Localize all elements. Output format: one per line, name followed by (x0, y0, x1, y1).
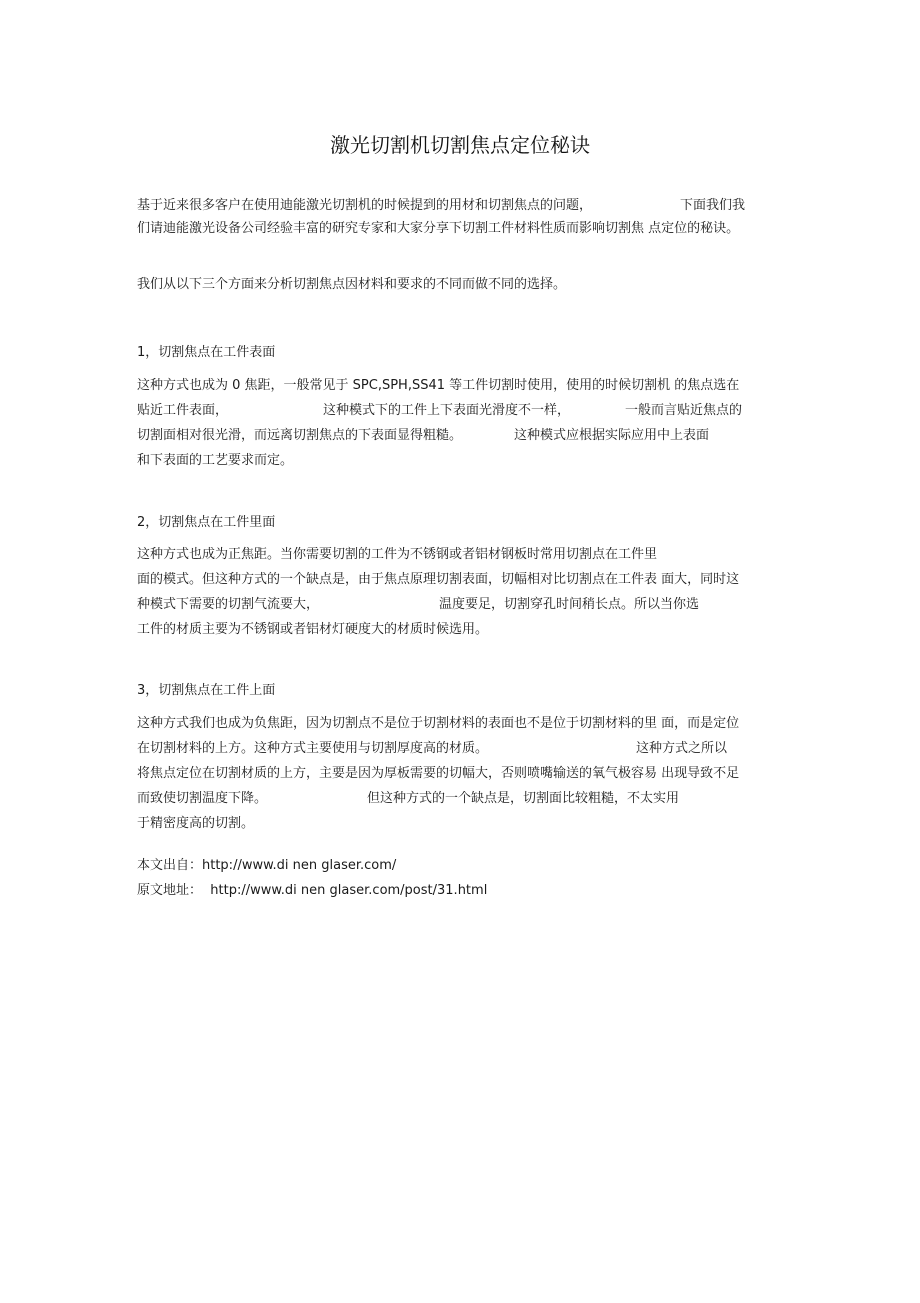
intro-line-1-text-a: 基于近来很多客户在使用迪能激光切割机的时候提到的用材和切割焦点的问题， (137, 198, 593, 213)
section-2-line-3 (137, 596, 699, 614)
source-url: 原文地址： http://www.di nen glaser.com/post/31.html (137, 883, 488, 898)
section-1-line-3-text-a: 切割面相对很光滑，而远离切割焦点的下表面显得粗糙。 (137, 428, 463, 443)
section-2-line-2: 面的模式。但这种方式的一个缺点是，由于焦点原理切割表面，切幅相对比切割点在工件表 面大，同时这 (137, 572, 740, 587)
intro-line-1-text-b: 下面我们我 (680, 198, 746, 213)
section-1-line-2-text-b: 这种模式下的工件上下表面光滑度不一样， (323, 403, 571, 418)
section-3-line-4-text-a: 而致使切割温度下降。 (137, 791, 268, 806)
intro-line-2: 们请迪能激光设备公司经验丰富的研究专家和大家分享下切割工件材料性质而影响切割焦 点定位的秘诀。 (137, 221, 740, 236)
source-from: 本文出自：http://www.di nen glaser.com/ (137, 858, 397, 873)
section-2-line-3-text-b: 温度要足，切割穿孔时间稍长点。所以当你选 (439, 597, 700, 612)
section-2-line-4: 工件的材质主要为不锈钢或者铝材灯硬度大的材质时候选用。 (137, 622, 489, 637)
section-1-line-3-text-b: 这种模式应根据实际应用中上表面 (514, 428, 710, 443)
section-3-line-2 (137, 740, 727, 758)
section-1-line-2-text-c: 一般而言贴近焦点的 (625, 403, 743, 418)
section-3-heading: 3，切割焦点在工件上面 (137, 683, 276, 698)
section-2-line-1: 这种方式也成为正焦距。当你需要切割的工件为不锈钢或者铝材钢板时常用切割点在工件里 (137, 547, 658, 562)
section-3-line-4-text-b: 但这种方式的一个缺点是，切割面比较粗糙，不太实用 (367, 791, 680, 806)
section-1-line-2-text-a: 贴近工件表面， (137, 403, 229, 418)
section-1-heading: 1，切割焦点在工件表面 (137, 345, 276, 360)
page-title: 激光切割机切割焦点定位秘诀 (330, 133, 590, 157)
section-2-line-3-text-a: 种模式下需要的切割气流要大， (137, 597, 320, 612)
overview-text: 我们从以下三个方面来分析切割焦点因材料和要求的不同而做不同的选择。 (137, 277, 567, 292)
section-3-line-2-text-a: 在切割材料的上方。这种方式主要使用与切割厚度高的材质。 (137, 741, 489, 756)
section-1-line-3 (137, 427, 709, 445)
section-1-line-2 (137, 402, 742, 420)
section-1-line-1: 这种方式也成为 0 焦距，一般常见于 SPC,SPH,SS41 等工件切割时使用，使用的时候切割机 的焦点选在 (137, 378, 740, 393)
section-1-line-4: 和下表面的工艺要求而定。 (137, 453, 294, 468)
section-3-line-3: 将焦点定位在切割材质的上方，主要是因为厚板需要的切幅大，否则喷嘴输送的氧气极容易 出现导致不足 (137, 766, 740, 781)
section-3-line-5: 于精密度高的切割。 (137, 816, 255, 831)
section-3-line-1: 这种方式我们也成为负焦距，因为切割点不是位于切割材料的表面也不是位于切割材料的里 面，而是定位 (137, 716, 740, 731)
section-3-line-2-text-b: 这种方式之所以 (636, 741, 728, 756)
section-3-line-4 (137, 790, 679, 808)
intro-line-1 (137, 197, 745, 215)
section-2-heading: 2，切割焦点在工件里面 (137, 515, 276, 530)
